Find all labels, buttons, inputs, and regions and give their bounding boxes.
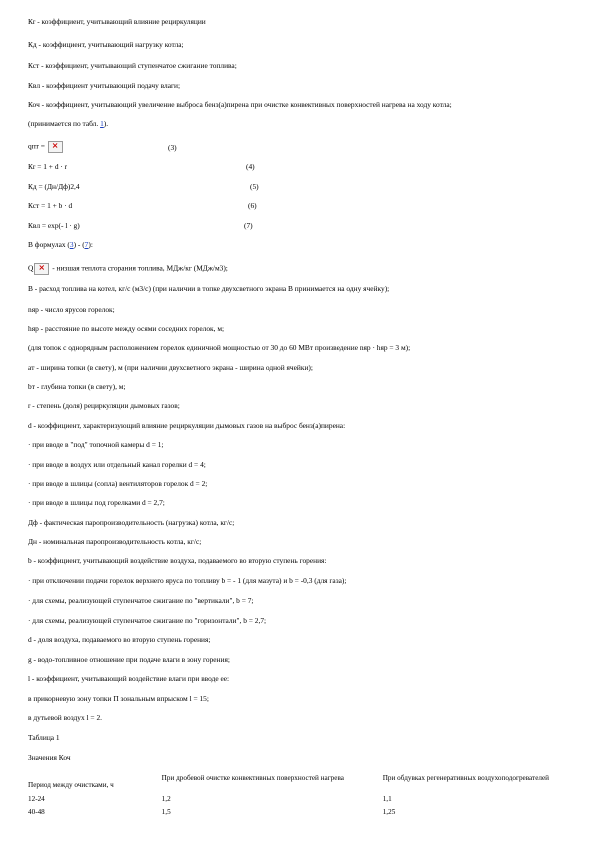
- def-hyar: hяр - расстояние по высоте между осями соседних горелок, м;: [28, 324, 225, 333]
- broken-image-icon: ×: [34, 263, 49, 275]
- def-g: g - водо-топливное отношение при подаче влаги в зону горения;: [28, 655, 230, 664]
- def-kvl: Квл - коэффициент учитывающий подачу влаги;: [28, 81, 181, 90]
- b-item-2: · для схемы, реализующей ступенчатое сжигание по "вертикали", b = 7;: [28, 596, 254, 605]
- formula-4-number: (4): [246, 162, 255, 171]
- table-header-cell: Период между очистками, ч: [28, 781, 114, 789]
- table-row: [28, 804, 595, 817]
- formula-7-number: (7): [244, 221, 253, 230]
- table-caption: Таблица 1: [28, 733, 60, 742]
- d-item-1: · при вводе в "под" топочной камеры d = 1;: [28, 440, 164, 449]
- def-at: aт - ширина топки (в свету), м (при наличии двухсветного экрана - ширина одной ячейки);: [28, 363, 313, 372]
- table-cell: 1,1: [382, 795, 392, 803]
- table-title: Значения Коч: [28, 753, 71, 762]
- b-item-3: · для схемы, реализующей ступенчатое сжигание по "горизонтали", b = 2,7;: [28, 616, 267, 625]
- table-row: [28, 790, 595, 804]
- def-nyar: nяр - число ярусов горелок;: [28, 305, 115, 314]
- def-l: l - коэффициент, учитывающий воздействие влаги при вводе ее:: [28, 674, 230, 683]
- def-bcoef: b - коэффициент, учитывающий воздействие воздуха, подаваемого во вторую ступень горения:: [28, 556, 327, 565]
- table-cell: 1,2: [161, 795, 171, 803]
- def-b: B - расход топлива на котел, кг/с (м3/с) (при наличии в топке двухсветного экрана B принимается на одну ячейку);: [28, 284, 390, 293]
- def-koch: Коч - коэффициент, учитывающий увеличение выброса бенз(а)пирена при очистке конвективных поверхностей нагрева на ходу котла;: [28, 100, 452, 109]
- def-dn: Дн - номинальная паропроизводительность котла, кг/с;: [28, 537, 202, 546]
- formula-5: Кд = (Дн/Дф)2,4: [28, 182, 80, 191]
- def-kst: Кст - коэффициент, учитывающий ступенчатое сжигание топлива;: [28, 61, 237, 70]
- formula-3-link[interactable]: 3: [69, 240, 74, 249]
- table-header-row: [28, 774, 595, 790]
- formula-3-number: (3): [168, 143, 177, 152]
- def-kd: Кд - коэффициент, учитывающий нагрузку котла;: [28, 40, 184, 49]
- def-r: r - степень (доля) рециркуляции дымовых газов;: [28, 401, 180, 410]
- d-item-2: · при вводе в воздух или отдельный канал горелки d = 4;: [28, 460, 206, 469]
- def-d: d - коэффициент, характеризующий влияние рециркуляции дымовых газов на выброс бенз(а)пирена:: [28, 421, 346, 430]
- formula-6: Кст = 1 + b · d: [28, 201, 73, 210]
- formula-4: Кr = 1 + d · r: [28, 162, 68, 171]
- table-header-cell: При обдувках регенеративных воздухоподогревателей: [382, 774, 550, 782]
- table-cell: 1,5: [161, 808, 171, 816]
- table-header-cell: При дробевой очистке конвективных поверхностей нагрева: [161, 774, 344, 782]
- koch-table: [28, 774, 595, 817]
- def-q: Q × - низшая теплота сгорания топлива, МДж/кг (МДж/м3);: [28, 263, 228, 275]
- formula-7-link[interactable]: 7: [84, 240, 89, 249]
- def-koch-ref: (принимается по табл. 1).: [28, 119, 109, 128]
- formula-7: Квл = exp(- l · g): [28, 221, 80, 230]
- formula-6-number: (6): [248, 201, 257, 210]
- broken-image-icon: ×: [48, 141, 63, 153]
- def-df: Дф - фактическая паропроизводительность (нагрузка) котла, кг/с;: [28, 518, 235, 527]
- table-cell: 1,25: [382, 808, 396, 816]
- formulas-intro: В формулах (3) - (7):: [28, 240, 93, 249]
- l-item-2: в дутьевой воздух l = 2.: [28, 713, 102, 722]
- def-kr: Кr - коэффициент, учитывающий влияние рециркуляции: [28, 17, 206, 26]
- note-burners: (для топок с однорядным расположением горелок единичной мощностью от 30 до 60 МВт произведение nяр · hяр = 3 м);: [28, 343, 411, 352]
- d-item-3: · при вводе в шлицы (сопла) вентиляторов горелок d = 2;: [28, 479, 208, 488]
- table-cell: 12-24: [28, 795, 45, 803]
- formula-5-number: (5): [250, 182, 259, 191]
- d-item-4: · при вводе в шлицы под горелками d = 2,7;: [28, 498, 165, 507]
- def-dshare: d - доля воздуха, подаваемого во вторую ступень горения;: [28, 635, 211, 644]
- table-1-link[interactable]: 1: [100, 119, 104, 128]
- table-cell: 40-48: [28, 808, 45, 816]
- formula-3: qпт = ×: [28, 141, 64, 153]
- l-item-1: в прикорневую зону топки П зональным впрыском l = 15;: [28, 694, 209, 703]
- def-bt: bт - глубина топки (в свету), м;: [28, 382, 126, 391]
- b-item-1: · при отключении подачи горелок верхнего яруса по топливу b = - 1 (для мазута) и b = -0,3 (для газа);: [28, 576, 347, 585]
